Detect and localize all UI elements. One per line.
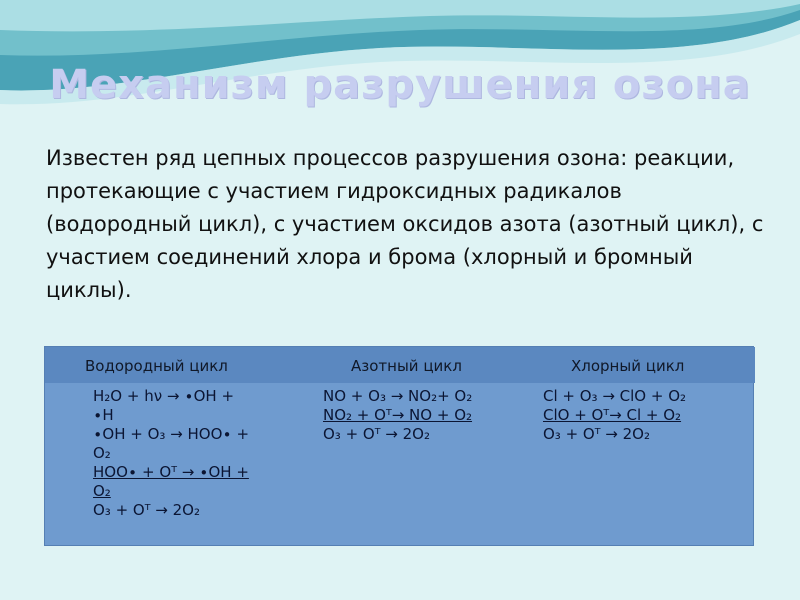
hydrogen-line-4: O₂ <box>93 444 111 462</box>
hydrogen-line-6: O₂ <box>93 482 111 500</box>
hydrogen-line-2: ∙H <box>93 406 114 424</box>
chlorine-line-1: Cl + O₃ → ClO + O₂ <box>543 387 687 405</box>
hydrogen-line-7: O₃ + Oᵀ → 2O₂ <box>93 501 200 519</box>
nitrogen-line-3: O₃ + Oᵀ → 2O₂ <box>323 425 430 443</box>
header-hydrogen-cycle: Водородный цикл <box>85 357 228 375</box>
nitrogen-cycle-cell <box>323 387 472 444</box>
table-header-row <box>45 347 755 383</box>
hydrogen-cycle-cell <box>93 387 249 520</box>
slide-title: Механизм разрушения озона <box>49 62 751 108</box>
hydrogen-line-3: ∙OH + O₃ → HOO∙ + <box>93 425 250 443</box>
header-chlorine-cycle: Хлорный цикл <box>571 357 685 375</box>
hydrogen-line-5: HOO∙ + Oᵀ → ∙OH + <box>93 463 249 481</box>
intro-paragraph: Известен ряд цепных процессов разрушения озона: реакции, протекающие с участием гидроксидных радикалов (водородный цикл), с участием оксидов азота (азотный цикл), с участием соединений хлора и брома (хлорный и бромный циклы). <box>46 146 764 302</box>
chlorine-line-3: O₃ + Oᵀ → 2O₂ <box>543 425 650 443</box>
chlorine-cycle-cell <box>543 387 686 444</box>
chlorine-line-2: ClO + Oᵀ→ Cl + O₂ <box>543 406 682 424</box>
cycles-table <box>44 346 754 546</box>
nitrogen-line-1: NO + O₃ → NO₂+ O₂ <box>323 387 473 405</box>
nitrogen-line-2: NO₂ + Oᵀ→ NO + O₂ <box>323 406 473 424</box>
hydrogen-line-1: H₂O + hν → ∙OH + <box>93 387 235 405</box>
header-nitrogen-cycle: Азотный цикл <box>351 357 462 375</box>
